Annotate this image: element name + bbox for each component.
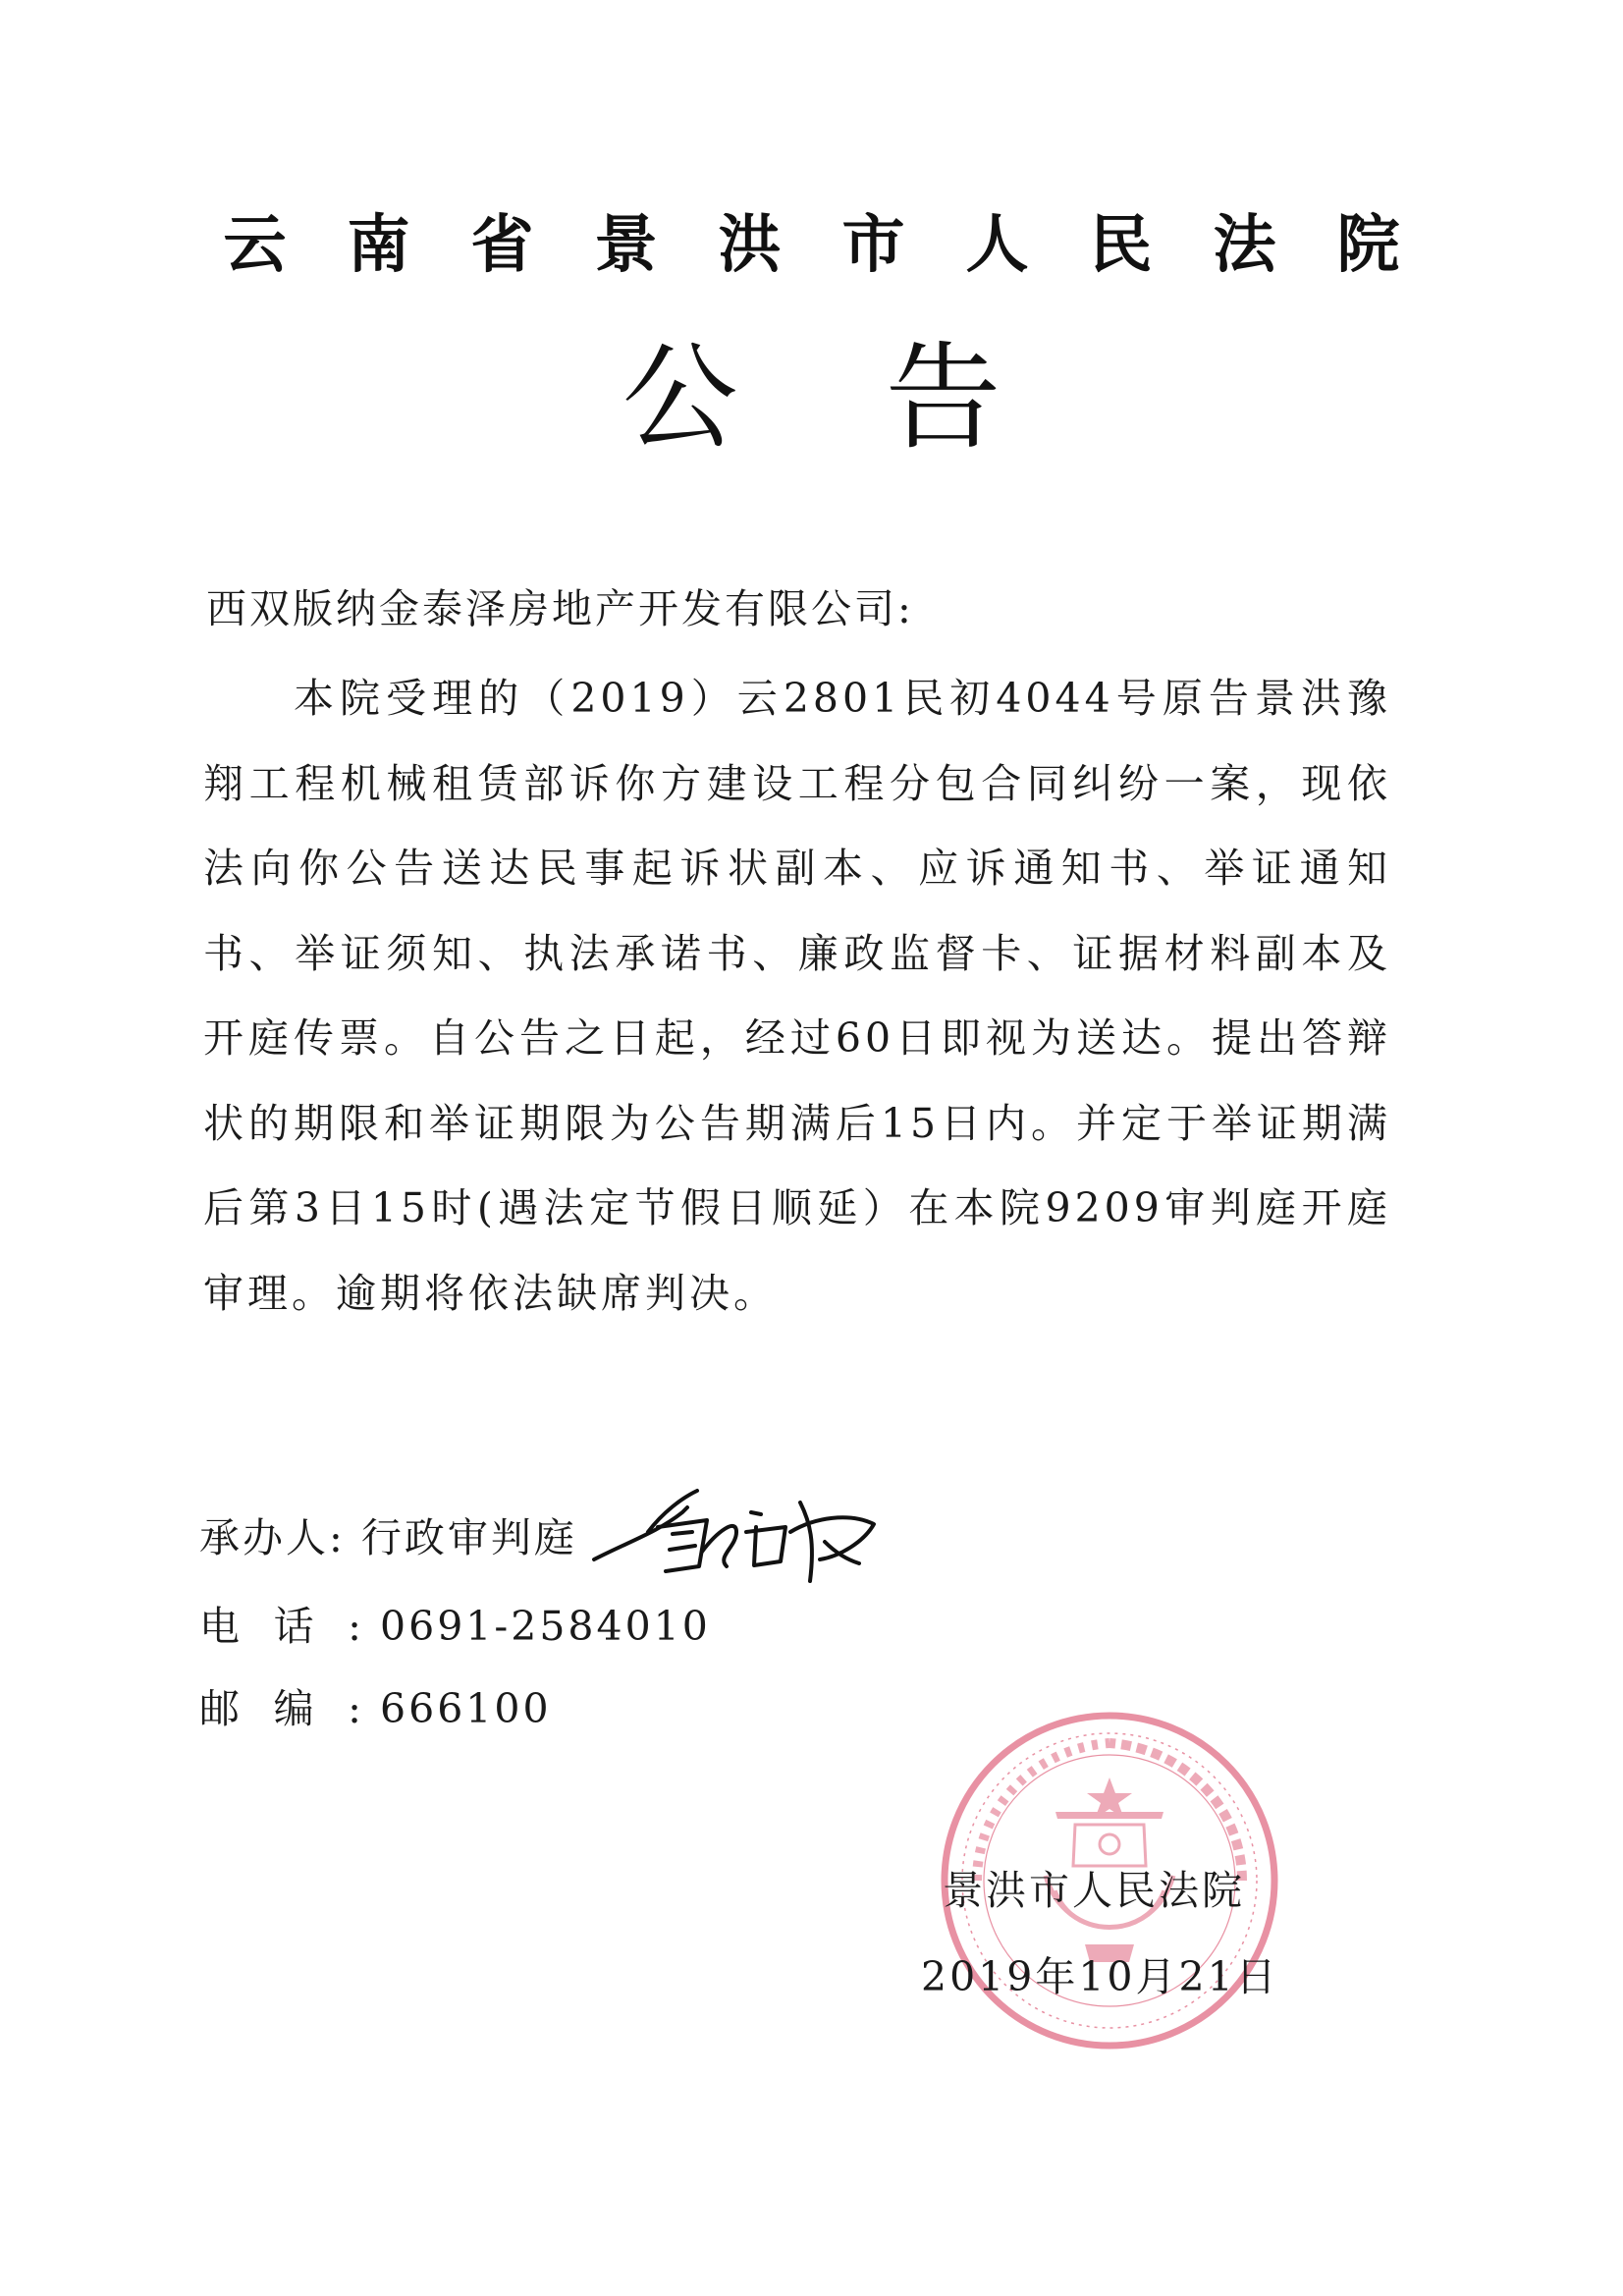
notice-body: 本院受理的（2019）云2801民初4044号原告景洪豫翔工程机械租赁部诉你方建设工程分包合同纠纷一案，现依法向你公告送达民事起诉状副本、应诉通知书、举证通知书、举证须知、执法承诺书、廉政监督卡、证据材料副本及开庭传票。自公告之日起，经过60日即视为送达。提出答辩状的期限和举证期限为公告期满后15日内。并定于举证期满后第3日15时(遇法定节假日顺延）在本院9209审判庭开庭审理。逾期将依法缺席判决。	[203, 675, 1391, 1317]
postcode-row	[199, 1679, 552, 1738]
issue-date: 2019年10月21日	[921, 1953, 1279, 2000]
handler-row	[199, 1508, 577, 1567]
phone-row	[199, 1597, 711, 1656]
court-name: 云南省景洪市人民法院	[223, 209, 1461, 282]
recipient-line: 西双版纳金泰泽房地产开发有限公司:	[206, 585, 914, 632]
handler-label: 承办人:	[199, 1514, 346, 1561]
document-type-title: 公告	[622, 330, 1149, 465]
postcode-value: 666100	[380, 1685, 552, 1732]
phone-value: 0691-2584010	[380, 1603, 711, 1650]
handwritten-signature-icon	[589, 1473, 884, 1601]
phone-label: 电话:	[199, 1603, 364, 1650]
handler-value: 行政审判庭	[360, 1514, 577, 1561]
postcode-label: 邮编:	[199, 1685, 364, 1732]
issuing-court: 景洪市人民法院	[943, 1867, 1245, 1914]
